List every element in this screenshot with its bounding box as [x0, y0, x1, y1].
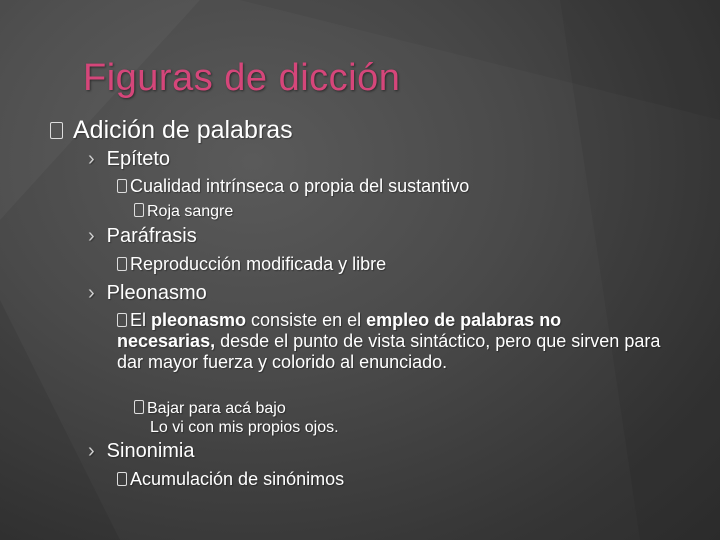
item-heading: Pleonasmo [106, 282, 207, 304]
square-box-icon [50, 122, 63, 139]
section-heading [50, 116, 293, 145]
item-parafrasis [88, 225, 197, 248]
item-heading: Epíteto [106, 148, 171, 170]
item-example-text: Bajar para acá bajo [147, 400, 286, 417]
square-box-icon [134, 400, 144, 414]
item-pleonasmo-example-2 [150, 418, 339, 437]
item-sinonimia [88, 440, 195, 463]
item-pleonasmo-example [134, 399, 286, 418]
square-box-icon [117, 472, 127, 486]
slide-title: Figuras de dicción [83, 57, 401, 99]
definition-bold-phrase: empleo de palabras no necesarias, [117, 310, 562, 351]
item-epiteto-example [134, 203, 233, 221]
square-box-icon [134, 203, 144, 217]
item-sub-text: Acumulación de sinónimos [130, 469, 345, 489]
chevron-right-icon: › [88, 225, 95, 247]
item-epiteto [88, 148, 170, 171]
chevron-right-icon: › [88, 148, 95, 170]
chevron-right-icon: › [88, 282, 95, 304]
definition-text: consiste en el [246, 310, 367, 330]
item-pleonasmo [88, 282, 207, 305]
item-example-text: Roja sangre [147, 203, 234, 220]
chevron-right-icon: › [88, 440, 95, 462]
section-label: Adición de palabras [73, 116, 293, 144]
square-box-icon [117, 257, 127, 271]
item-epiteto-sub [117, 176, 469, 197]
square-box-icon [117, 179, 127, 193]
definition-bold-term: pleonasmo [151, 310, 247, 330]
item-parafrasis-sub [117, 254, 386, 275]
item-sub-text: Cualidad intrínseca o propia del sustantivo [130, 176, 470, 196]
item-heading: Paráfrasis [106, 225, 197, 247]
definition-text: El [130, 310, 152, 330]
item-example-text: Lo vi con mis propios ojos. [150, 419, 339, 436]
item-sub-text: Reproducción modificada y libre [130, 254, 387, 274]
item-sinonimia-sub [117, 469, 344, 490]
item-pleonasmo-definition [117, 310, 662, 373]
definition-text: desde el punto de vista sintáctico, pero que sirven para dar mayor fuerza y colorido al enunciado. [117, 331, 661, 372]
item-heading: Sinonimia [106, 440, 195, 462]
square-box-icon [117, 313, 127, 327]
